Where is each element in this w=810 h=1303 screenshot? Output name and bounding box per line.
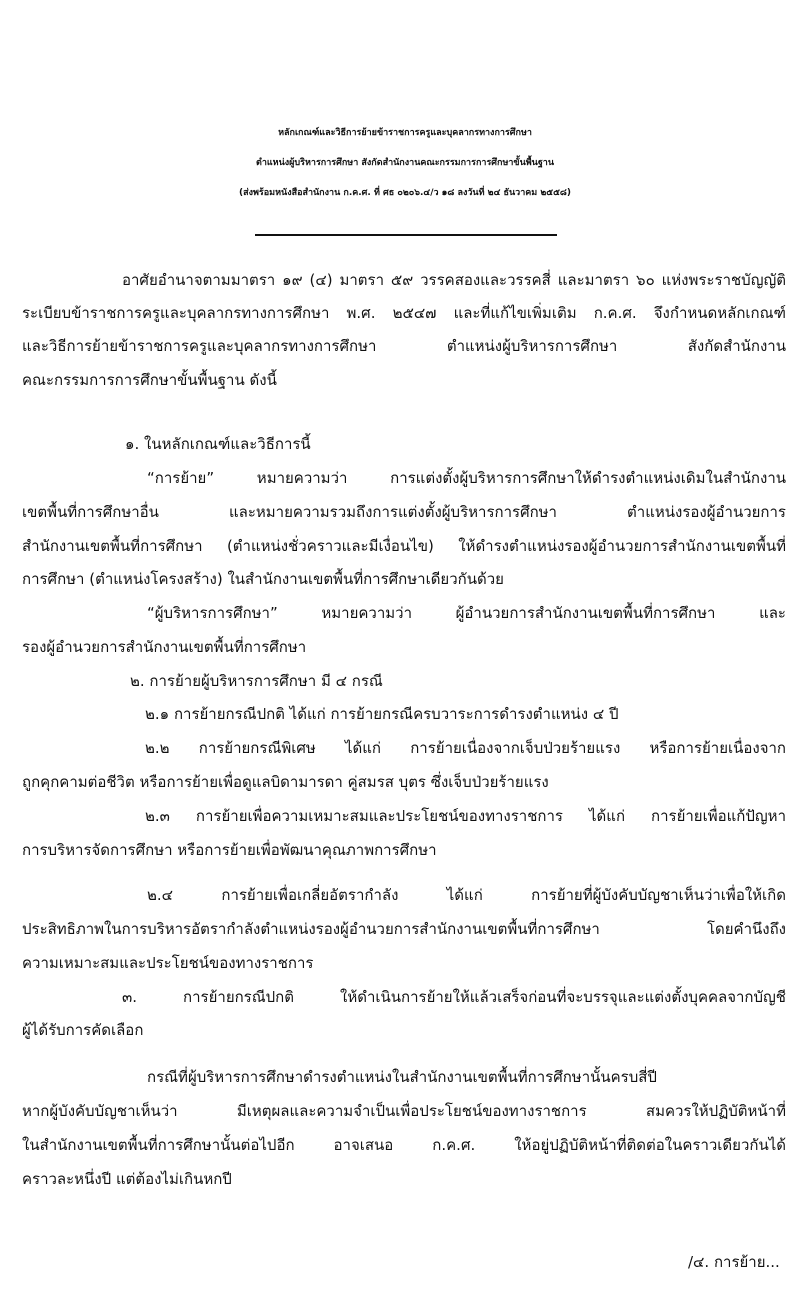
paragraph-line: ประสิทธิภาพในการบริหารอัตรากำลังตำแหน่งรองผู้อำนวยการสำนักงานเขตพื้นที่การศึกษา โดยคำนึงถึง	[22, 920, 786, 938]
paragraph-line: อาศัยอำนาจตามมาตรา ๑๙ (๔) มาตรา ๕๙ วรรคสองและวรรคสี่ และมาตรา ๖๐ แห่งพระราชบัญญัติ	[122, 271, 786, 289]
paragraph-line: สำนักงานเขตพื้นที่การศึกษา (ตำแหน่งชั่วคราวและมีเงื่อนไข) ให้ดำรงตำแหน่งรองผู้อำนวยการสำนักงานเขตพื้นที่	[22, 537, 786, 555]
title-line-3: (ส่งพร้อมหนังสือสำนักงาน ก.ค.ศ. ที่ ศธ ๐๒๐๖.๔/ว ๑๘ ลงวันที่ ๒๔ ธันวาคม ๒๕๕๘)	[239, 188, 571, 198]
title-underline	[255, 234, 557, 236]
paragraph-line: ถูกคุกคามต่อชีวิต หรือการย้ายเพื่อดูแลบิดามารดา คู่สมรส บุตร ซึ่งเจ็บป่วยร้ายแรง	[22, 773, 549, 791]
paragraph-line: คราวละหนึ่งปี แต่ต้องไม่เกินหกปี	[22, 1170, 232, 1188]
paragraph-line: กรณีที่ผู้บริหารการศึกษาดำรงตำแหน่งในสำนักงานเขตพื้นที่การศึกษานั้นครบสี่ปี	[147, 1068, 657, 1086]
paragraph-line: หากผู้บังคับบัญชาเห็นว่า มีเหตุผลและความจำเป็นเพื่อประโยชน์ของทางราชการ สมควรให้ปฏิบัติหน้าที่	[22, 1102, 786, 1120]
subsection-line: ๒.๓ การย้ายเพื่อความเหมาะสมและประโยชน์ของทางราชการ ได้แก่ การย้ายเพื่อแก้ปัญหา	[145, 807, 786, 825]
paragraph-line: “ผู้บริหารการศึกษา” หมายความว่า ผู้อำนวยการสำนักงานเขตพื้นที่การศึกษา และ	[147, 604, 786, 622]
paragraph-line: เขตพื้นที่การศึกษาอื่น และหมายความรวมถึงการแต่งตั้งผู้บริหารการศึกษา ตำแหน่งรองผู้อำนวยการ	[22, 503, 786, 521]
paragraph-line: รองผู้อำนวยการสำนักงานเขตพื้นที่การศึกษา	[22, 638, 307, 656]
subsection-line: ๒.๔ การย้ายเพื่อเกลี่ยอัตรากำลัง ได้แก่ การย้ายที่ผู้บังคับบัญชาเห็นว่าเพื่อให้เกิด	[147, 886, 786, 904]
paragraph-line: ความเหมาะสมและประโยชน์ของทางราชการ	[22, 954, 314, 972]
section-heading: ๓. การย้ายกรณีปกติ ให้ดำเนินการย้ายให้แล้วเสร็จก่อนที่จะบรรจุและแต่งตั้งบุคคลจากบัญชี	[122, 988, 786, 1006]
paragraph-line: “การย้าย” หมายความว่า การแต่งตั้งผู้บริหารการศึกษาให้ดำรงตำแหน่งเดิมในสำนักงาน	[147, 469, 786, 487]
next-page-reference: /๔. การย้าย...	[688, 1253, 780, 1271]
subsection-line: ๒.๒ การย้ายกรณีพิเศษ ได้แก่ การย้ายเนื่องจากเจ็บป่วยร้ายแรง หรือการย้ายเนื่องจาก	[145, 739, 786, 757]
paragraph-line: การศึกษา (ตำแหน่งโครงสร้าง) ในสำนักงานเขตพื้นที่การศึกษาเดียวกันด้วย	[22, 570, 504, 588]
paragraph-line: ผู้ได้รับการคัดเลือก	[22, 1021, 144, 1039]
paragraph-line: ระเบียบข้าราชการครูและบุคลากรทางการศึกษา พ.ศ. ๒๕๔๗ และที่แก้ไขเพิ่มเติม ก.ค.ศ. จึงกำหนดหลักเกณฑ์	[22, 304, 786, 322]
section-heading: ๑. ในหลักเกณฑ์และวิธีการนี้	[125, 435, 311, 453]
paragraph-line: คณะกรรมการการศึกษาขั้นพื้นฐาน ดังนี้	[22, 371, 277, 389]
paragraph-line: และวิธีการย้ายข้าราชการครูและบุคลากรทางการศึกษา ตำแหน่งผู้บริหารการศึกษา สังกัดสำนักงาน	[22, 337, 786, 355]
title-line-1: หลักเกณฑ์และวิธีการย้ายข้าราชการครูและบุคลากรทางการศึกษา	[278, 128, 532, 138]
paragraph-line: การบริหารจัดการศึกษา หรือการย้ายเพื่อพัฒนาคุณภาพการศึกษา	[22, 841, 437, 859]
paragraph-line: ในสำนักงานเขตพื้นที่การศึกษานั้นต่อไปอีก อาจเสนอ ก.ค.ศ. ให้อยู่ปฏิบัติหน้าที่ติดต่อในคราวเดียวกันได้	[22, 1136, 786, 1154]
section-heading: ๒. การย้ายผู้บริหารการศึกษา มี ๔ กรณี	[130, 672, 383, 690]
title-line-2: ตำแหน่งผู้บริหารการศึกษา สังกัดสำนักงานคณะกรรมการการศึกษาขั้นพื้นฐาน	[255, 158, 554, 168]
subsection-line: ๒.๑ การย้ายกรณีปกติ ได้แก่ การย้ายกรณีครบวาระการดำรงตำแหน่ง ๔ ปี	[145, 705, 619, 723]
document-title	[0, 118, 810, 208]
